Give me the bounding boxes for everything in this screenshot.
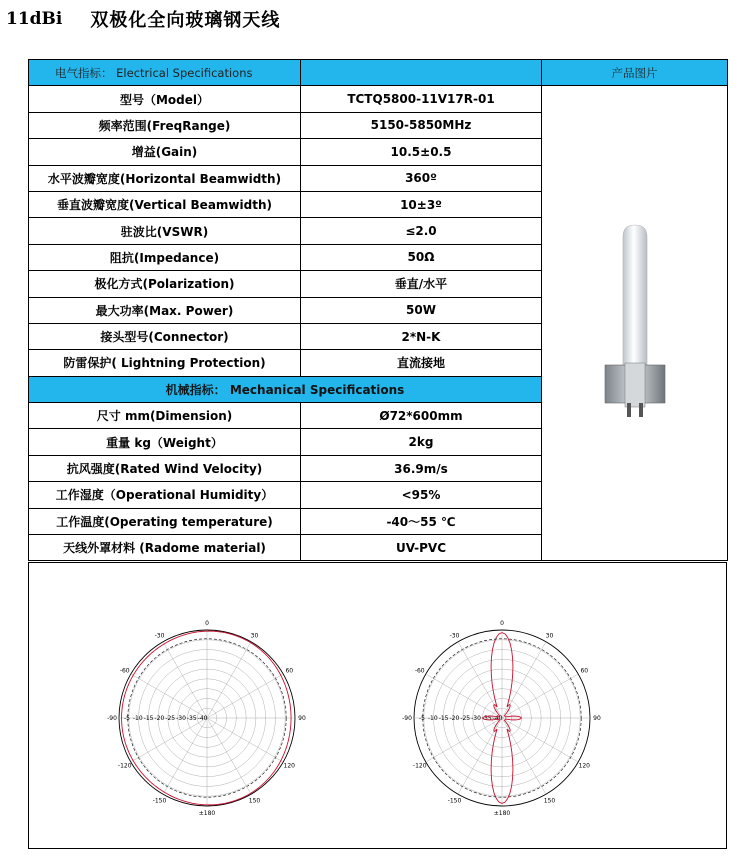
spec-value: Ø72*600mm bbox=[301, 403, 542, 429]
spec-value: 垂直/水平 bbox=[301, 271, 542, 297]
radial-label: -40 bbox=[197, 715, 208, 722]
angle-label: -90 bbox=[107, 715, 117, 722]
spec-value: ≤2.0 bbox=[301, 218, 542, 244]
spec-value: -40～55 ℃ bbox=[301, 508, 542, 534]
radial-label: -5 bbox=[419, 715, 425, 722]
spec-value: 50W bbox=[301, 297, 542, 323]
model-gain-label: 11dBi bbox=[6, 9, 63, 29]
angle-label: -30 bbox=[154, 632, 165, 640]
radial-label: -35 bbox=[186, 715, 197, 722]
spec-label: 工作温度(Operating temperature) bbox=[29, 508, 301, 534]
angle-label: 150 bbox=[543, 797, 556, 805]
spec-label: 最大功率(Max. Power) bbox=[29, 297, 301, 323]
angle-label: 60 bbox=[285, 667, 294, 675]
vertical-pattern-chart bbox=[402, 615, 602, 825]
spec-label: 防雷保护( Lightning Protection) bbox=[29, 350, 301, 376]
radial-label: -5 bbox=[124, 715, 130, 722]
angle-label: 0 bbox=[500, 620, 504, 627]
angle-label: -120 bbox=[412, 762, 427, 770]
angle-label: -60 bbox=[414, 667, 425, 675]
spec-label: 接头型号(Connector) bbox=[29, 323, 301, 349]
radial-label: -15 bbox=[143, 715, 154, 722]
spec-label: 驻波比(VSWR) bbox=[29, 218, 301, 244]
radiation-patterns-panel bbox=[28, 562, 727, 849]
spec-label: 垂直波瓣宽度(Vertical Beamwidth) bbox=[29, 191, 301, 217]
spec-value: 5150-5850MHz bbox=[301, 112, 542, 138]
spec-value: TCTQ5800-11V17R-01 bbox=[301, 86, 542, 112]
radial-label: -40 bbox=[492, 715, 503, 722]
angle-label: -150 bbox=[447, 797, 462, 805]
spec-value: 2*N-K bbox=[301, 323, 542, 349]
angle-label: ±180 bbox=[493, 810, 511, 817]
radial-label: -15 bbox=[438, 715, 449, 722]
horizontal-pattern-chart bbox=[107, 615, 307, 825]
spec-label: 阻抗(Impedance) bbox=[29, 244, 301, 270]
radial-label: -20 bbox=[449, 715, 460, 722]
picture-header: 产品图片 bbox=[542, 60, 728, 86]
spec-label: 尺寸 mm(Dimension) bbox=[29, 403, 301, 429]
spec-value: 50Ω bbox=[301, 244, 542, 270]
radial-label: -25 bbox=[165, 715, 176, 722]
spec-label: 频率范围(FreqRange) bbox=[29, 112, 301, 138]
electrical-header-row bbox=[29, 60, 728, 86]
angle-label: 90 bbox=[298, 715, 306, 722]
radial-label: -30 bbox=[176, 715, 186, 722]
radial-label: -30 bbox=[471, 715, 481, 722]
product-name: 双极化全向玻璃钢天线 bbox=[90, 10, 281, 31]
spec-table bbox=[28, 59, 728, 561]
spec-value: UV-PVC bbox=[301, 535, 542, 561]
spec-label: 重量 kg（Weight） bbox=[29, 429, 301, 455]
radial-label: -35 bbox=[481, 715, 492, 722]
angle-label: 60 bbox=[580, 667, 589, 675]
radial-label: -25 bbox=[460, 715, 471, 722]
spec-value: 10.5±0.5 bbox=[301, 139, 542, 165]
spec-value: 2kg bbox=[301, 429, 542, 455]
angle-label: 90 bbox=[593, 715, 601, 722]
angle-label: 120 bbox=[578, 762, 590, 770]
angle-label: -90 bbox=[402, 715, 412, 722]
angle-label: 120 bbox=[283, 762, 295, 770]
spec-label: 增益(Gain) bbox=[29, 139, 301, 165]
spec-value: <95% bbox=[301, 482, 542, 508]
angle-label: -150 bbox=[152, 797, 167, 805]
antenna-product-image bbox=[595, 223, 675, 423]
electrical-header: 电气指标： Electrical Specifications bbox=[29, 60, 301, 86]
radial-label: -20 bbox=[154, 715, 165, 722]
spec-value: 10±3º bbox=[301, 191, 542, 217]
angle-label: ±180 bbox=[198, 810, 216, 817]
spec-label: 抗风强度(Rated Wind Velocity) bbox=[29, 455, 301, 481]
radial-label: -10 bbox=[132, 715, 143, 722]
header-spacer bbox=[301, 60, 542, 86]
spec-label: 工作湿度（Operational Humidity） bbox=[29, 482, 301, 508]
angle-label: -30 bbox=[449, 632, 460, 640]
angle-label: 30 bbox=[250, 632, 259, 640]
spec-row bbox=[29, 86, 728, 112]
angle-label: 0 bbox=[205, 620, 209, 627]
product-image-cell bbox=[542, 86, 728, 561]
angle-label: -60 bbox=[119, 667, 130, 675]
angle-label: -120 bbox=[117, 762, 132, 770]
angle-label: 150 bbox=[248, 797, 261, 805]
spec-value: 36.9m/s bbox=[301, 455, 542, 481]
mechanical-header: 机械指标： Mechanical Specifications bbox=[29, 376, 542, 402]
spec-label: 水平波瓣宽度(Horizontal Beamwidth) bbox=[29, 165, 301, 191]
angle-label: 30 bbox=[545, 632, 554, 640]
spec-label: 型号（Model） bbox=[29, 86, 301, 112]
document-title bbox=[6, 6, 280, 32]
radial-label: -10 bbox=[427, 715, 438, 722]
spec-label: 天线外罩材料 (Radome material) bbox=[29, 535, 301, 561]
spec-value: 直流接地 bbox=[301, 350, 542, 376]
spec-value: 360º bbox=[301, 165, 542, 191]
spec-label: 极化方式(Polarization) bbox=[29, 271, 301, 297]
